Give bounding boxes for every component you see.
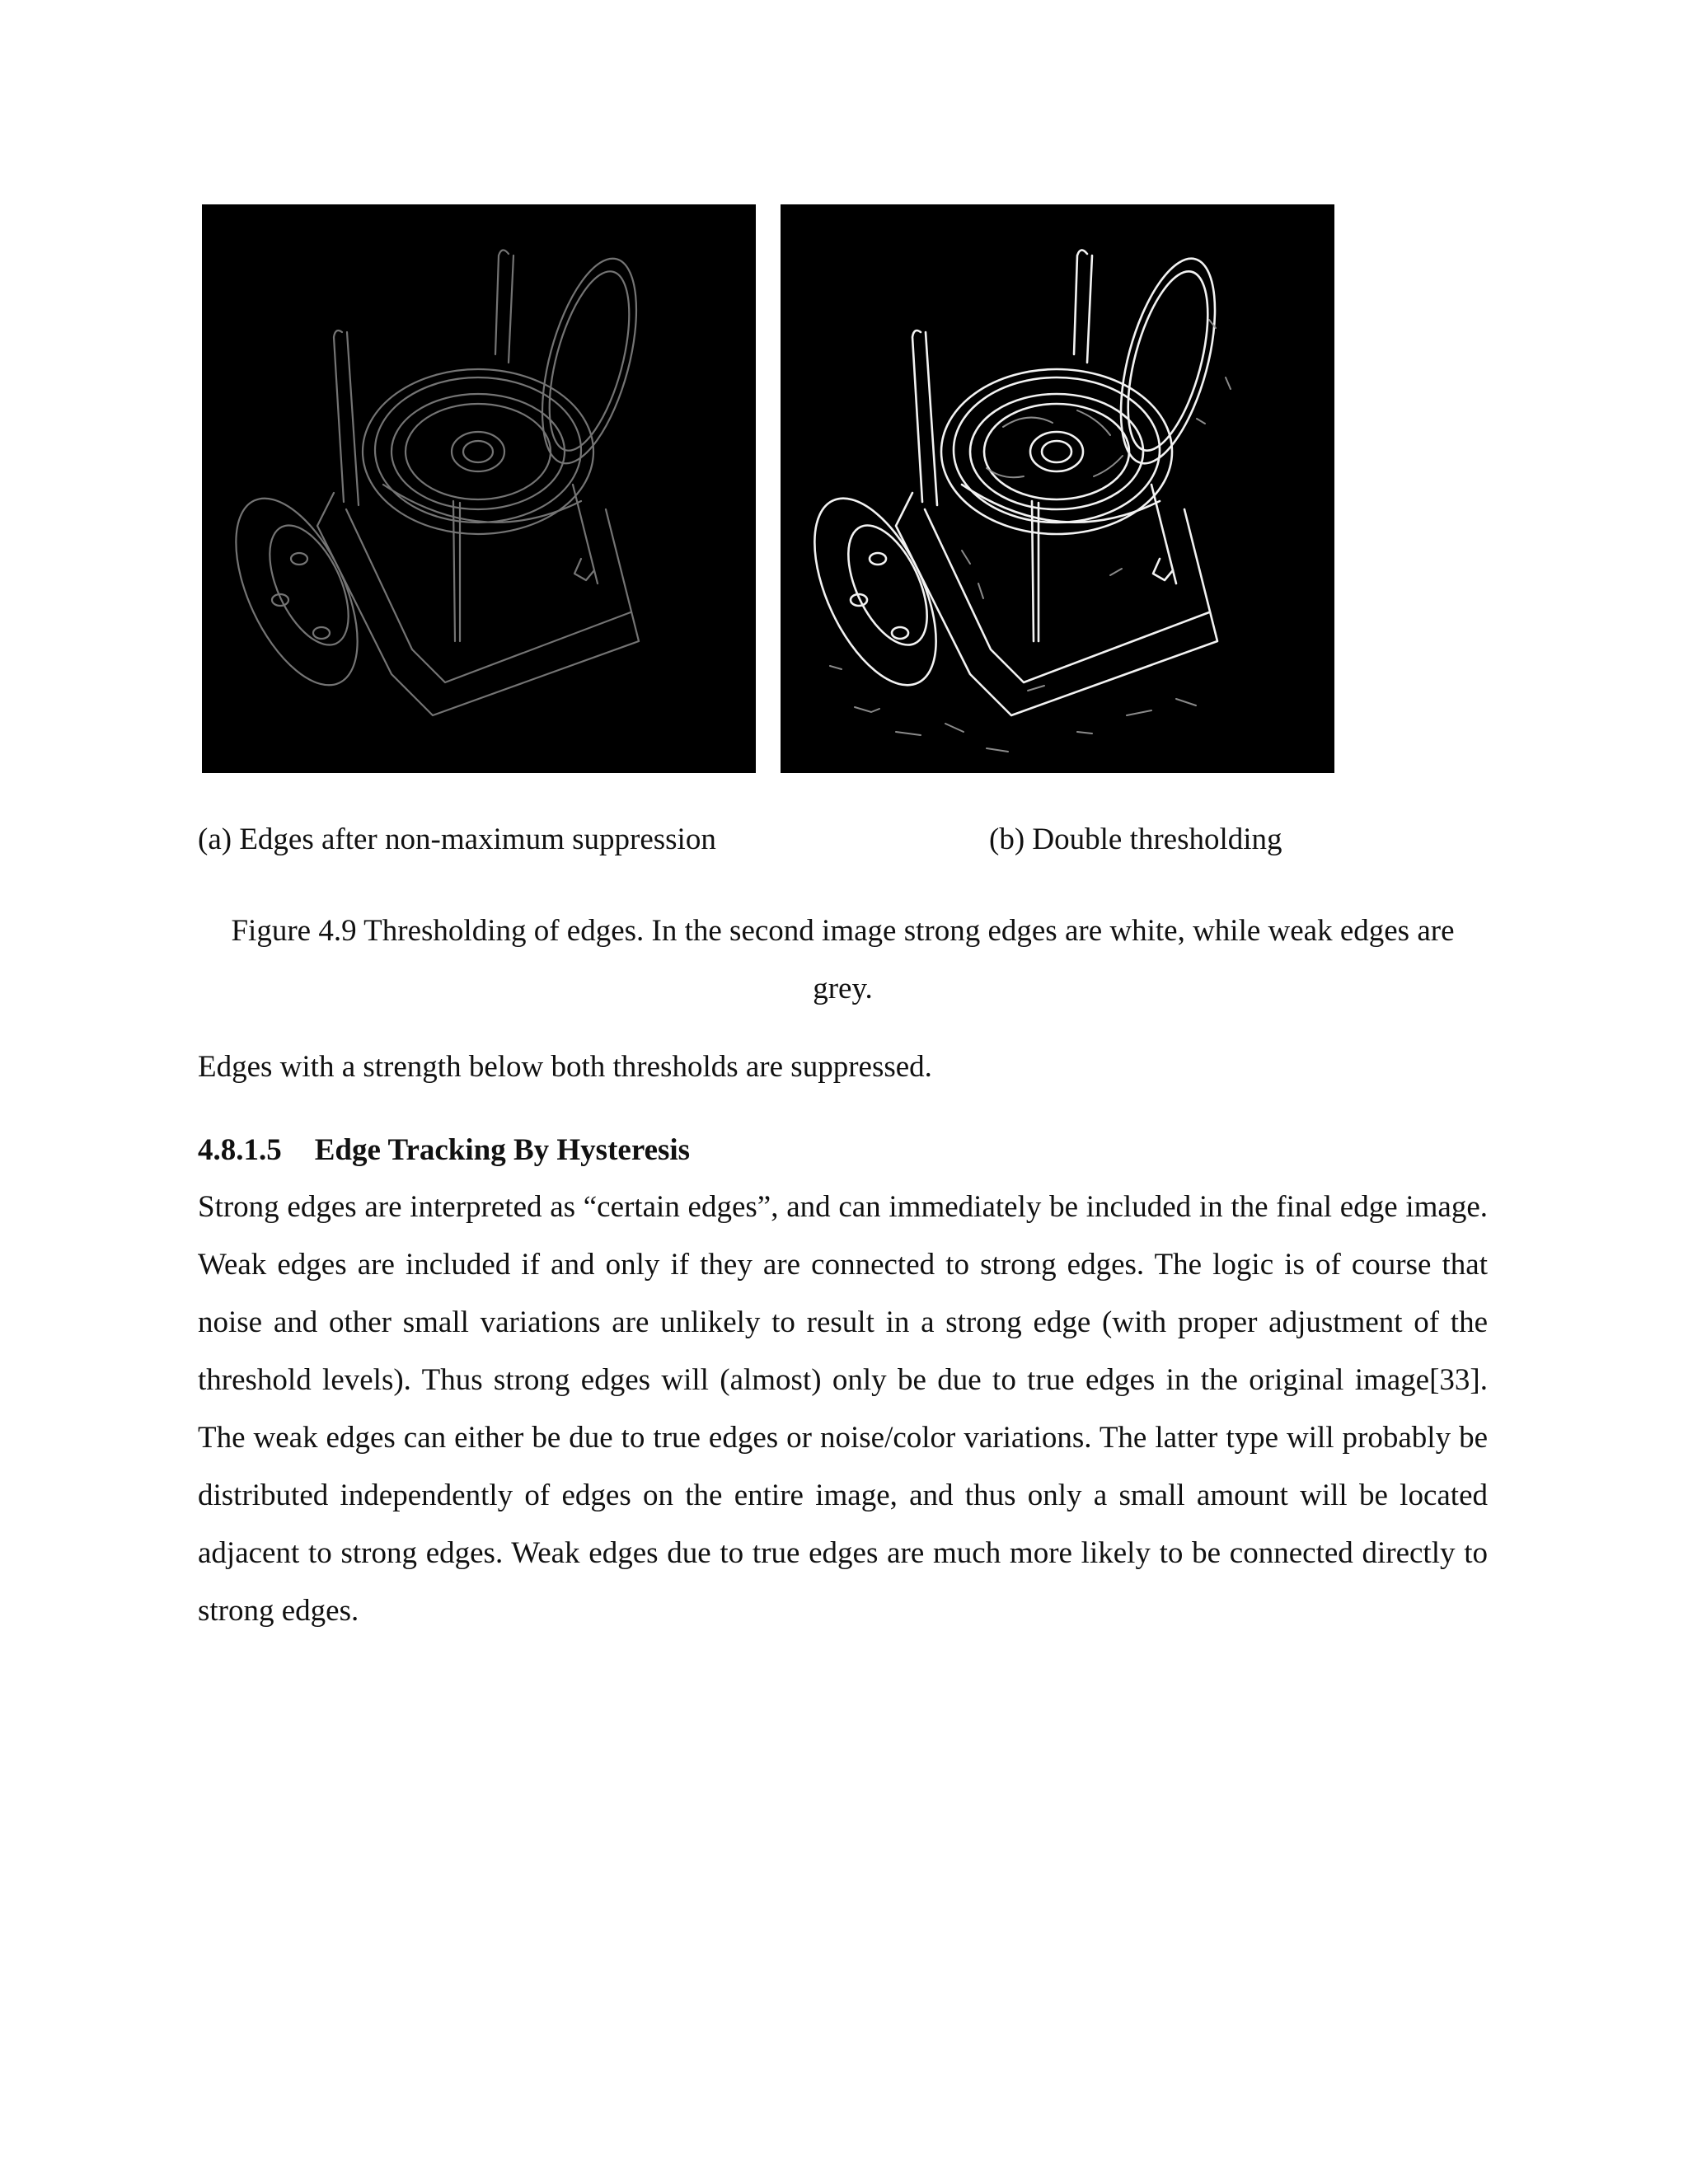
figure-caption: Figure 4.9 Thresholding of edges. In the second image strong edges are white, while weak edges are grey. xyxy=(231,914,1455,1005)
edge-image-a xyxy=(202,204,756,773)
subcaption-a: (a) Edges after non-maximum suppression xyxy=(198,823,716,856)
paragraph-suppression: Edges with a strength below both thresholds are suppressed. xyxy=(198,1050,932,1084)
section-number: 4.8.1.5 xyxy=(198,1133,282,1167)
section-title: Edge Tracking By Hysteresis xyxy=(314,1133,691,1167)
edge-image-b xyxy=(781,204,1334,773)
figure-panel-a xyxy=(202,204,756,773)
paragraph-hysteresis: Strong edges are interpreted as “certain edges”, and can immediately be included in the final edge image. Weak edges are included if and only if they are connected to strong edges. The logic is of course that noise and other small variations are unlikely to result in a strong edge (with proper adjustment of the threshold levels). Thus strong edges will (almost) only be due to true edges in the original image[33]. The weak edges can either be due to true edges or noise/color variations. The latter type will probably be distributed independently of edges on the entire image, and thus only a small amount will be located adjacent to strong edges. Weak edges due to true edges are much more likely to be connected directly to strong edges. xyxy=(198,1190,1488,1628)
figure-panel-b xyxy=(781,204,1334,773)
section-heading xyxy=(198,1127,690,1174)
subcaption-b: (b) Double thresholding xyxy=(989,823,1282,856)
